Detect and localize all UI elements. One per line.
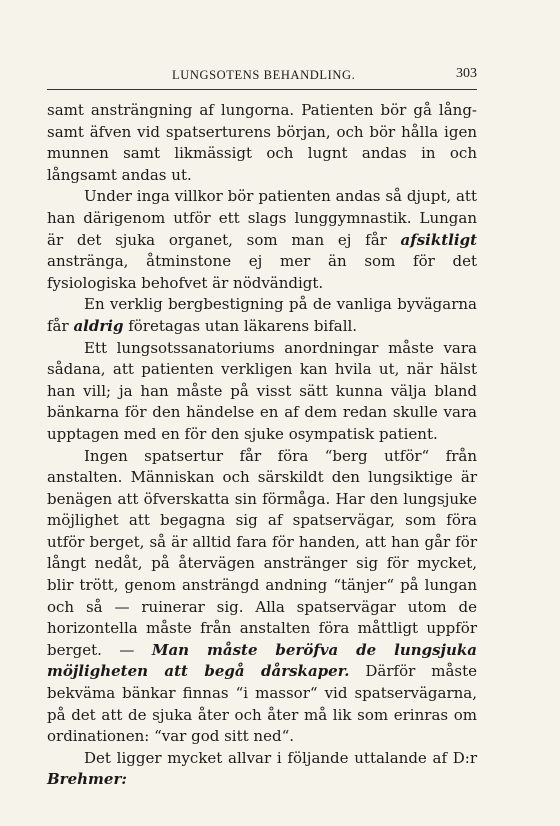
- text-segment: Ett lungsotssanatoriums anordningar måste vara sådana, att patienten verkligen kan hvila ut, när hälst han vill; ja han måste på visst sätt kunna välja bland bänkarna för den händelse en af dem redan skulle vara upptagen med en för den sjuke osympatisk patient.: [47, 338, 477, 443]
- running-title: LUNGSOTENS BEHANDLING.: [172, 68, 356, 82]
- body-text: [47, 100, 477, 791]
- header-rule: [47, 89, 477, 90]
- paragraph: [47, 294, 477, 337]
- text-segment: Därför måste bekväma bänkar finnas “i massor“ vid spatservägarna, på det att de sjuka åter och åter må lik som erinras om ordinationen: “var god sitt ned“.: [47, 662, 477, 746]
- paragraph: [47, 186, 477, 294]
- text-segment: företagas utan läkarens bifall.: [123, 316, 358, 335]
- text-segment: samt ansträngning af lungorna. Patienten bör gå långsamt äfven vid spatserturens början, och bör hålla igen munnen samt likmässigt och lugnt andas in och långsamt andas ut.: [47, 101, 477, 184]
- paragraph: [47, 748, 477, 791]
- text-segment: Det ligger mycket allvar i följande uttalande af D:r: [84, 748, 477, 767]
- paragraph: [47, 446, 477, 748]
- emphasized-text: Man måste beröfva de lungsjuka möjligheten att begå dårskaper.: [47, 640, 478, 681]
- text-segment: anstränga, åtminstone ej mer än som för det fysiologiska behofvet är nödvändigt.: [47, 252, 477, 292]
- paragraph: [47, 338, 477, 446]
- page-header: [47, 62, 477, 90]
- text-segment: En verklig bergbestigning på de vanliga byvägarna får: [47, 295, 477, 335]
- paragraph: [47, 100, 477, 186]
- page-number: 303: [456, 66, 477, 81]
- emphasized-text: Brehmer:: [47, 770, 127, 789]
- text-segment: Ingen spatsertur får föra “berg utför“ från anstalten. Människan och särskildt den lungsiktige är benägen att öfverskatta sin förmåga. Har den lungsjuke möjlighet att begagna sig af spatservägar, som föra utför berget, så är alltid fara för handen, att han går för långt nedåt, på återvägen anstränger sig för mycket, blir trött, genom ansträngd andning “tänjer“ på lungan och så — ruinerar sig. Alla spatservägar utom de horizontella måste från anstalten föra måttligt uppför berget. —: [47, 446, 477, 659]
- text-segment: Under inga villkor bör patienten andas så djupt, att han därigenom utför ett slags lunggymnastik. Lungan är det sjuka organet, som man ej får: [47, 187, 477, 249]
- emphasized-text: aldrig: [73, 316, 124, 335]
- emphasized-text: afsiktligt: [400, 230, 477, 249]
